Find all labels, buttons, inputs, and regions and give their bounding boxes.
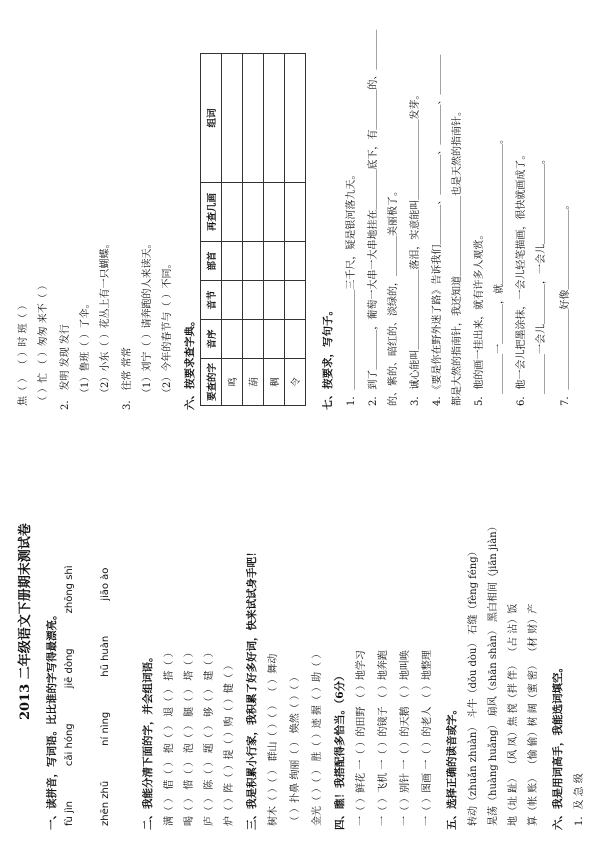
pinyin-row-2: zhēn zhū ní nìng hū huàn jiāo ào xyxy=(100,567,111,826)
question-3b: （2）今年的春节与（ ）不同。 xyxy=(162,258,173,398)
word-choice-row: 焦（ ） （ ）时 班（ ） xyxy=(18,300,29,406)
table-header: 要查的字 xyxy=(201,358,222,405)
section-2-row: 庐（ ） 陈（ ） 题（ ） 够（ ） 建（ ） xyxy=(204,647,215,826)
answer-cell[interactable] xyxy=(243,241,264,280)
table-cell: 鸣 xyxy=(222,358,243,405)
section-3-row: （ ）扑鼻 绚丽（ ） 焕然（ ）（ ） xyxy=(290,671,301,826)
section-4-row: 一（ ）飞机 一（ ）的镜子 （ ）地奔跑 xyxy=(378,650,389,826)
section-5-row: 地（址 趾） （风 凤）焦 搅（拌 伴） （占 沾）饭 xyxy=(508,603,519,826)
section-6a-row: 1．及 急 级 xyxy=(574,773,585,826)
table-row xyxy=(285,53,306,405)
answer-cell[interactable] xyxy=(222,241,243,280)
word-choice-row: （ ）忙 （ ）匆匆 来不（ ） xyxy=(38,280,49,406)
section-4-row: 一（ ）图画 一（ ）的老人 （ ）地整理 xyxy=(422,650,433,826)
table-row xyxy=(243,53,264,405)
sentence-5-answer: ＿＿＿＿一＿＿＿＿，就＿＿＿＿＿＿＿＿＿＿＿＿＿＿。 xyxy=(494,134,505,394)
section-5-row: 转动（zhuǎn zhuàn） 斗牛（dǒu dòu） 石缝（fèng féng） xyxy=(468,546,479,826)
answer-cell[interactable] xyxy=(222,182,243,241)
table-header: 音序 xyxy=(201,319,222,358)
question-3a: （1）刘宁（ ）请奔跑的人来读天。 xyxy=(142,238,153,398)
section-4-row: 一（ ）别针 一（ ）的天鹅 （ ）地叫唤 xyxy=(400,650,411,826)
sentence-6: 6．他一会儿把墨涂抹，一会儿轻笔描画，很快就画成了。 xyxy=(516,149,527,406)
sentence-4-cont: 都是大然的指南针，我还知道＿＿＿＿＿＿＿＿也是天然的指南针。 xyxy=(452,106,463,406)
answer-cell[interactable] xyxy=(285,319,306,358)
exam-title: 2013 二年级语文下册期末测试卷 xyxy=(18,523,33,720)
answer-cell[interactable] xyxy=(264,182,285,241)
question-2: 2． 发明 发现 发行 xyxy=(60,324,71,410)
section-5-row: 晃荡（huàng huǎng） 扇风（shān shàn） 黑白相间（jiān jiàn） xyxy=(488,521,499,826)
sentence-2-cont: 的、紫的、暗红的、淡绿的，＿＿＿＿美丽极了。 xyxy=(388,186,399,406)
table-cell: 葫 xyxy=(243,358,264,405)
answer-cell[interactable] xyxy=(243,280,264,319)
answer-cell[interactable] xyxy=(285,241,306,280)
answer-cell[interactable] xyxy=(222,53,243,182)
sentence-5: 5．他的画一挂出来，就有许多人观赏。 xyxy=(474,229,485,406)
table-header: 再查几画 xyxy=(201,182,222,241)
sentence-4: 4．《要是你在野外迷了路》告诉我们＿＿＿＿、＿＿＿＿、＿＿＿＿、＿＿＿＿ xyxy=(432,54,443,406)
section-3-heading: 三、我是积累小行家，我积累了好多好词，快来试试身手吧！ xyxy=(246,546,258,830)
sentence-6-answer: ＿＿＿＿一会儿＿＿＿＿，一会儿＿＿＿＿＿＿＿＿。 xyxy=(536,154,547,394)
question-2b: （2）小东（ ）花丛上有一只蝴蝶。 xyxy=(100,238,111,398)
answer-cell[interactable] xyxy=(285,280,306,319)
section-6-heading: 六、按要求查字典。 xyxy=(184,315,196,410)
dictionary-table xyxy=(200,53,306,406)
section-5-row: 算（帐 账） （愉 偷）树 阔（蜜 密） （材 财）产 xyxy=(528,603,539,826)
answer-cell[interactable] xyxy=(264,319,285,358)
section-2-row: 炉（ ）阵（ ）提（ ）购（ ）健（ ） xyxy=(224,660,235,826)
table-header: 音节 xyxy=(201,280,222,319)
answer-cell[interactable] xyxy=(243,182,264,241)
section-1-heading: 一、读拼音，写词语。比比谁的字写得最漂亮。 xyxy=(46,609,58,830)
answer-cell[interactable] xyxy=(285,182,306,241)
pinyin-row-1: fù jìn cǎi hóng jiē dòng zhōng shì xyxy=(64,565,75,826)
answer-cell[interactable] xyxy=(264,241,285,280)
answer-cell[interactable] xyxy=(285,53,306,182)
right-column xyxy=(0,10,600,410)
section-3-row: 树木（ ）（ ） 群山（ ）（ ） （ ）舞动 xyxy=(268,653,279,826)
section-2-row: 满（ ） 借（ ） 抱（ ） 退（ ） 搭（ ） xyxy=(164,647,175,826)
sentence-1: 1．＿＿＿＿＿＿＿＿＿＿三千尺，疑是银河落九天。 xyxy=(346,169,357,406)
answer-cell[interactable] xyxy=(243,319,264,358)
table-cell: 令 xyxy=(285,358,306,405)
table-row xyxy=(222,53,243,405)
table-header: 组词 xyxy=(201,53,222,182)
section-2-row: 喝（ ） 惜（ ） 泡（ ） 腿（ ） 塔（ ） xyxy=(184,647,195,826)
question-3: 3． 往常 常常 xyxy=(122,347,133,410)
section-4-heading: 四、瞧！我搭配得多恰当。（6分） xyxy=(334,670,346,830)
sentence-2: 2．到了＿＿＿＿，葡萄一大串一大串地挂在＿＿＿＿底下，有＿＿＿＿的、＿＿＿＿ xyxy=(368,29,379,406)
answer-cell[interactable] xyxy=(264,280,285,319)
answer-cell[interactable] xyxy=(264,53,285,182)
answer-cell[interactable] xyxy=(243,53,264,182)
section-4-row: 一（ ）鲜花 一（ ）的田野 （ ）地学习 xyxy=(356,650,367,826)
table-header-row xyxy=(201,53,222,405)
section-6a-heading: 六、我是用词高手，我能选词填空。 xyxy=(552,662,564,830)
section-7-heading: 七、按要求，写句子。 xyxy=(322,305,334,410)
section-5-heading: 五、选择正确的读音或字。 xyxy=(446,704,458,830)
table-row xyxy=(264,53,285,405)
sentence-3: 3．诚心能叫＿＿＿＿＿＿＿＿落泪，实意能叫＿＿＿＿＿＿＿＿发芽。 xyxy=(410,89,421,406)
answer-cell[interactable] xyxy=(222,280,243,319)
section-3-row: 金光（ ）（ ） 胜（ ）迹 握（ ）助（ ） xyxy=(312,648,323,826)
question-2a: （1）鲁班（ ）了伞。 xyxy=(80,298,91,398)
answer-cell[interactable] xyxy=(222,319,243,358)
section-2-heading: 二、我能分清下面的字，并会组词语。 xyxy=(142,651,154,830)
table-header: 部首 xyxy=(201,241,222,280)
table-cell: 稠 xyxy=(264,358,285,405)
sentence-7: 7．＿＿＿＿＿＿＿＿好像＿＿＿＿＿＿＿＿。 xyxy=(560,199,571,406)
left-column xyxy=(0,430,600,830)
